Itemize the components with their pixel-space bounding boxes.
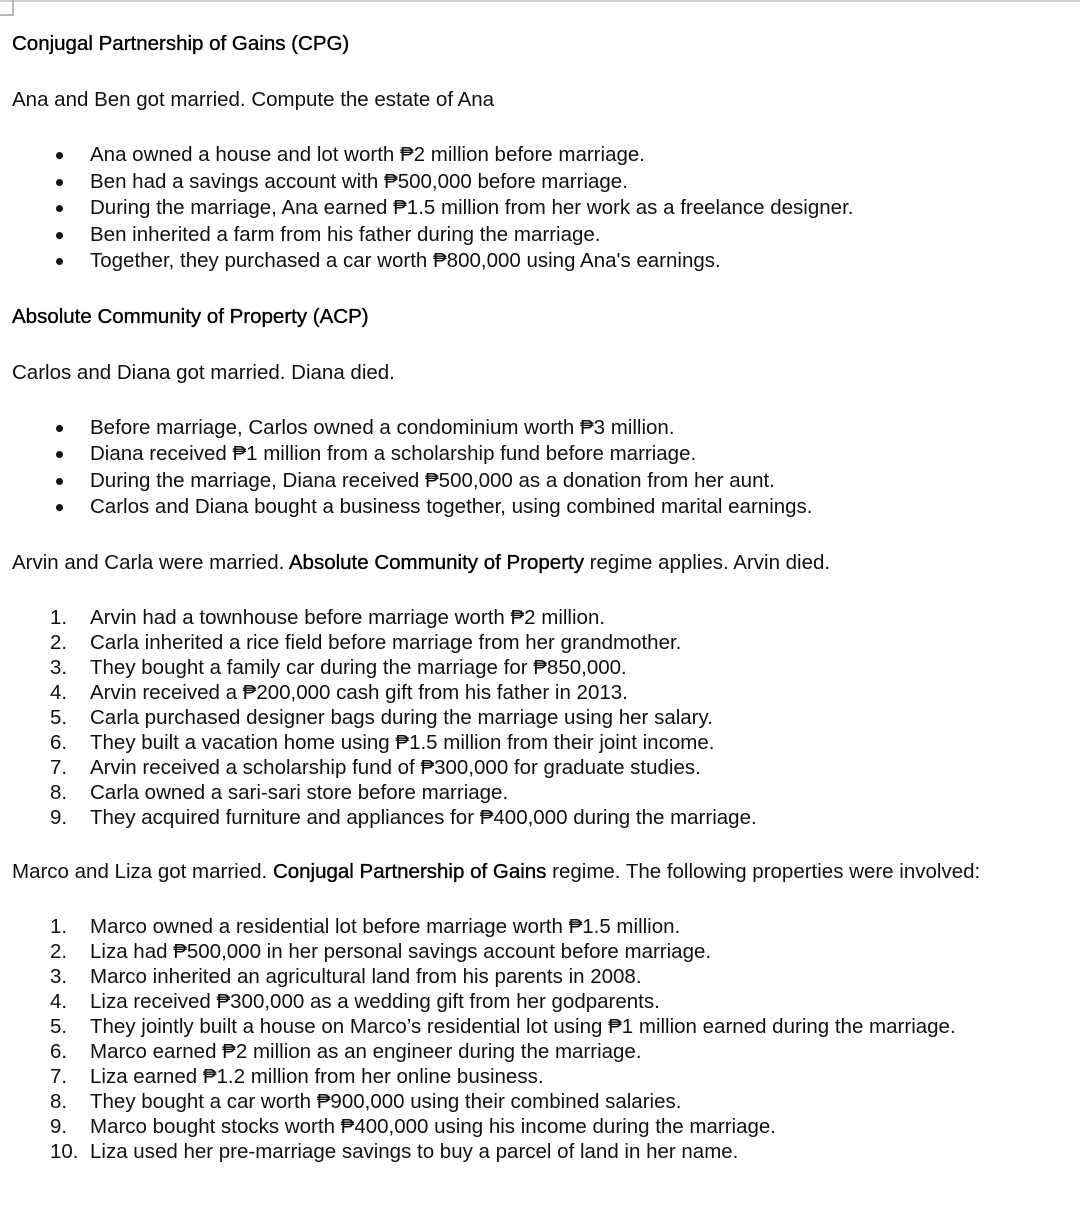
acp-intro: Carlos and Diana got married. Diana died. (12, 360, 395, 384)
bullet-icon (56, 152, 63, 159)
document-page (12, 30, 1072, 1164)
list-item: 5. Carla purchased designer bags during the marriage using her salary. (50, 705, 713, 729)
list-item: 4. Liza received ₱300,000 as a wedding gift from her godparents. (50, 989, 660, 1013)
list-item: 8. They bought a car worth ₱900,000 using their combined salaries. (50, 1089, 682, 1113)
list-item: Ben had a savings account with ₱500,000 before marriage. (12, 169, 1072, 196)
list-item: Ben inherited a farm from his father during the marriage. (12, 222, 1072, 249)
marco-intro: Marco and Liza got married. Conjugal Partnership of Gains regime. The following properties were involved: (12, 859, 981, 883)
list-item: 8. Carla owned a sari-sari store before marriage. (50, 780, 509, 804)
list-item: Ana owned a house and lot worth ₱2 million before marriage. (12, 142, 1072, 169)
cpg-heading: Conjugal Partnership of Gains (CPG) (12, 32, 350, 55)
marco-numbered-list (12, 914, 1072, 1164)
list-item: 4. Arvin received a ₱200,000 cash gift from his father in 2013. (50, 680, 628, 704)
list-item: 3. Marco inherited an agricultural land from his parents in 2008. (50, 964, 642, 988)
acp-heading: Absolute Community of Property (ACP) (12, 304, 369, 328)
list-item: 7. Arvin received a scholarship fund of ₱300,000 for graduate studies. (50, 755, 701, 779)
arvin-intro: Arvin and Carla were married. Absolute Community of Property regime applies. Arvin died. (12, 550, 831, 574)
list-item: During the marriage, Diana received ₱500,000 as a donation from her aunt. (12, 468, 1072, 495)
regime-name: Absolute Community of Property (288, 550, 584, 574)
regime-name: Conjugal Partnership of Gains (272, 859, 547, 883)
bullet-icon (56, 425, 63, 432)
list-item: Before marriage, Carlos owned a condominium worth ₱3 million. (12, 415, 1072, 442)
bullet-icon (56, 179, 63, 186)
acp-bullet-list (12, 415, 1072, 521)
list-item: 1. Marco owned a residential lot before marriage worth ₱1.5 million. (50, 914, 681, 938)
bullet-icon (56, 258, 63, 265)
list-item: 5. They jointly built a house on Marco’s residential lot using ₱1 million earned during the marriage. (50, 1014, 956, 1038)
page-top-border (0, 0, 1080, 2)
bullet-icon (56, 478, 63, 485)
list-item: During the marriage, Ana earned ₱1.5 million from her work as a freelance designer. (12, 195, 1072, 222)
list-item: 2. Carla inherited a rice field before marriage from her grandmother. (50, 630, 682, 654)
list-item: Together, they purchased a car worth ₱800,000 using Ana's earnings. (12, 248, 1072, 275)
list-item: 6. Marco earned ₱2 million as an engineer during the marriage. (50, 1039, 642, 1063)
list-item: 2. Liza had ₱500,000 in her personal savings account before marriage. (50, 939, 712, 963)
list-item: 6. They built a vacation home using ₱1.5 million from their joint income. (50, 730, 715, 754)
page-corner-marker (0, 0, 14, 16)
bullet-icon (56, 504, 63, 511)
list-item: 1. Arvin had a townhouse before marriage worth ₱2 million. (50, 605, 606, 629)
cpg-intro: Ana and Ben got married. Compute the estate of Ana (12, 88, 495, 111)
list-item: 9. They acquired furniture and appliances for ₱400,000 during the marriage. (50, 805, 757, 829)
bullet-icon (56, 451, 63, 458)
list-item: Diana received ₱1 million from a scholarship fund before marriage. (12, 441, 1072, 468)
list-item: 10. Liza used her pre-marriage savings to buy a parcel of land in her name. (50, 1139, 739, 1163)
bullet-icon (56, 205, 63, 212)
arvin-numbered-list (12, 605, 1072, 830)
cpg-bullet-list (12, 142, 1072, 275)
list-item: 7. Liza earned ₱1.2 million from her online business. (50, 1064, 544, 1088)
list-item: 3. They bought a family car during the marriage for ₱850,000. (50, 655, 627, 679)
list-item: Carlos and Diana bought a business together, using combined marital earnings. (12, 494, 1072, 521)
list-item: 9. Marco bought stocks worth ₱400,000 using his income during the marriage. (50, 1114, 776, 1138)
bullet-icon (56, 232, 63, 239)
